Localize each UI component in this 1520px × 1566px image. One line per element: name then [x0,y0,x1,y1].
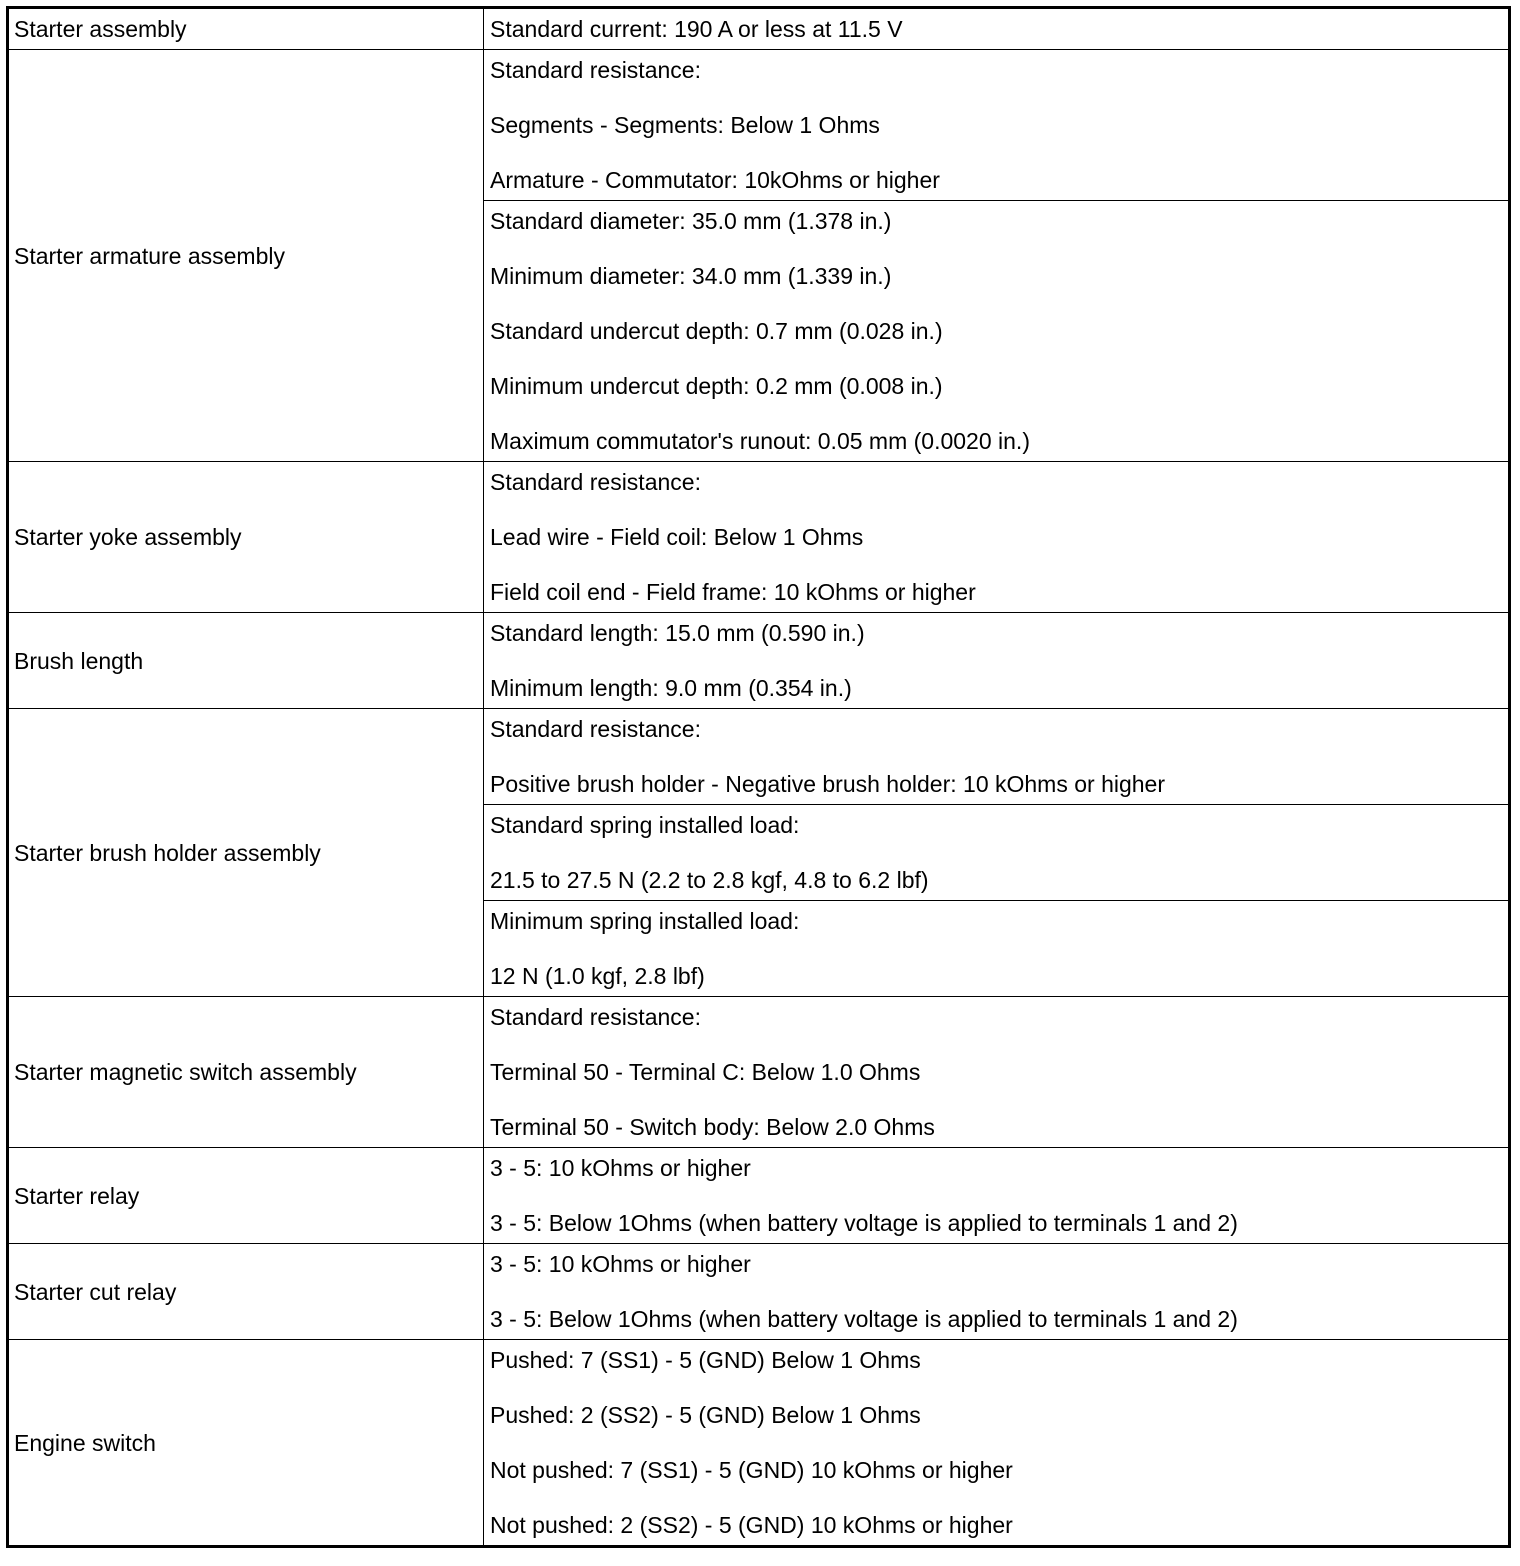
specification-line: Pushed: 7 (SS1) - 5 (GND) Below 1 Ohms [490,1347,921,1373]
specification-cell [484,1340,1510,1547]
specification-line: Standard spring installed load: [490,812,800,838]
specification-line: Armature - Commutator: 10kOhms or higher [490,167,940,193]
specification-line: Minimum length: 9.0 mm (0.354 in.) [490,675,852,701]
specification-cell [484,613,1510,709]
specification-line: 21.5 to 27.5 N (2.2 to 2.8 kgf, 4.8 to 6.2 lbf) [490,867,929,893]
specification-line: Standard resistance: [490,57,701,83]
specification-line: 12 N (1.0 kgf, 2.8 lbf) [490,963,705,989]
specification-line: Not pushed: 2 (SS2) - 5 (GND) 10 kOhms or higher [490,1512,1013,1538]
item-name-cell: Starter brush holder assembly [8,709,484,997]
table-row [8,1340,1510,1547]
specification-cell [484,1148,1510,1244]
specification-line: Positive brush holder - Negative brush holder: 10 kOhms or higher [490,771,1166,797]
specification-line: Not pushed: 7 (SS1) - 5 (GND) 10 kOhms or higher [490,1457,1013,1483]
specification-cell [484,201,1510,462]
table-row [8,1244,1510,1340]
specification-line: Standard resistance: [490,716,701,742]
specification-cell [484,709,1510,805]
specification-line: Standard resistance: [490,469,701,495]
item-name-cell: Starter relay [8,1148,484,1244]
table-row [8,1148,1510,1244]
table-row [8,8,1510,50]
specification-line: 3 - 5: 10 kOhms or higher [490,1155,751,1181]
specification-line: Standard diameter: 35.0 mm (1.378 in.) [490,208,892,234]
specification-cell [484,1244,1510,1340]
specification-line: Segments - Segments: Below 1 Ohms [490,112,880,138]
table-row [8,709,1510,805]
specification-line: 3 - 5: Below 1Ohms (when battery voltage is applied to terminals 1 and 2) [490,1210,1238,1236]
specification-line: Standard current: 190 A or less at 11.5 V [490,16,903,42]
item-name-cell: Starter assembly [8,8,484,50]
specification-line: Lead wire - Field coil: Below 1 Ohms [490,524,864,550]
specification-line: Minimum undercut depth: 0.2 mm (0.008 in.) [490,373,943,399]
specification-line: 3 - 5: Below 1Ohms (when battery voltage is applied to terminals 1 and 2) [490,1306,1238,1332]
item-name-cell: Brush length [8,613,484,709]
specification-cell [484,901,1510,997]
table-row [8,462,1510,613]
specification-line: Minimum spring installed load: [490,908,800,934]
item-name-cell: Starter magnetic switch assembly [8,997,484,1148]
item-name-cell: Starter armature assembly [8,50,484,462]
specification-cell [484,50,1510,201]
specification-cell [484,8,1510,50]
specification-line: Terminal 50 - Switch body: Below 2.0 Ohms [490,1114,935,1140]
specification-line: Standard undercut depth: 0.7 mm (0.028 in.) [490,318,943,344]
specification-line: 3 - 5: 10 kOhms or higher [490,1251,751,1277]
specification-cell [484,997,1510,1148]
item-name-cell: Engine switch [8,1340,484,1547]
specification-line: Pushed: 2 (SS2) - 5 (GND) Below 1 Ohms [490,1402,921,1428]
table-row [8,997,1510,1148]
specification-cell [484,805,1510,901]
specification-cell [484,462,1510,613]
table-row [8,50,1510,201]
specification-line: Standard length: 15.0 mm (0.590 in.) [490,620,865,646]
specification-table-body [8,8,1510,1547]
table-row [8,613,1510,709]
item-name-cell: Starter cut relay [8,1244,484,1340]
specification-line: Terminal 50 - Terminal C: Below 1.0 Ohms [490,1059,921,1085]
specification-line: Field coil end - Field frame: 10 kOhms or higher [490,579,976,605]
specification-line: Standard resistance: [490,1004,701,1030]
specification-table [6,6,1511,1548]
item-name-cell: Starter yoke assembly [8,462,484,613]
specification-line: Minimum diameter: 34.0 mm (1.339 in.) [490,263,892,289]
specification-line: Maximum commutator's runout: 0.05 mm (0.0020 in.) [490,428,1030,454]
